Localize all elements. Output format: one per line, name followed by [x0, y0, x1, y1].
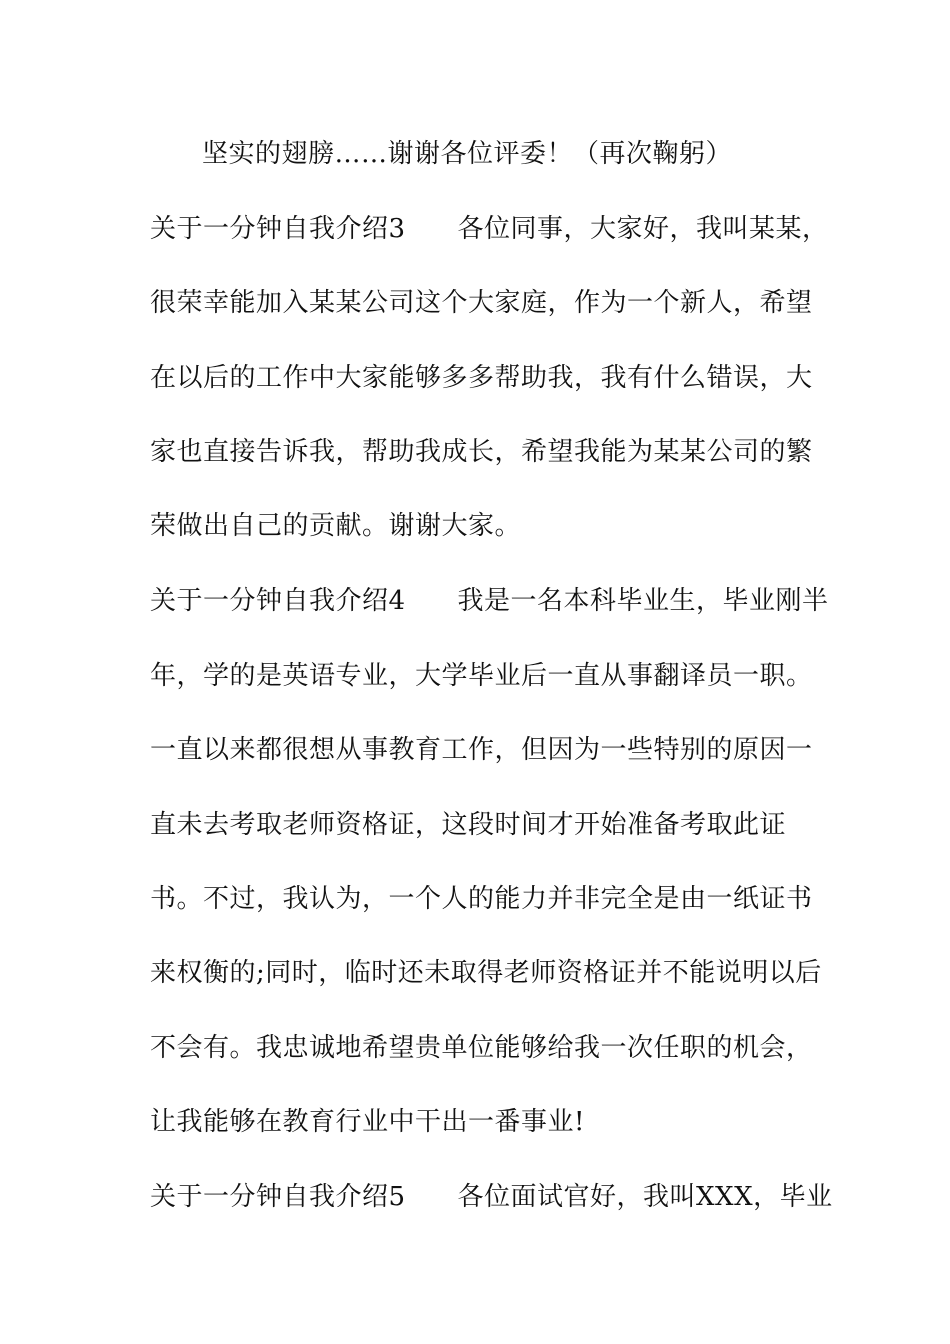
section-line — [150, 212, 829, 246]
section-heading: 关于一分钟自我介绍3 — [150, 214, 406, 244]
text-line: 很荣幸能加入某某公司这个大家庭，作为一个新人，希望 — [150, 288, 813, 318]
section-heading: 关于一分钟自我介绍4 — [150, 586, 406, 616]
text-line: 坚实的翅膀……谢谢各位评委！（再次鞠躬） — [202, 139, 733, 169]
text-line: 让我能够在教育行业中干出一番事业! — [150, 1107, 585, 1137]
text-line: 年，学的是英语专业，大学毕业后一直从事翻译员一职。 — [150, 661, 813, 691]
text-line: 不会有。我忠诚地希望贵单位能够给我一次任职的机会， — [150, 1033, 813, 1063]
section-text: 各位同事，大家好，我叫某某， — [457, 214, 829, 244]
section-line — [150, 1180, 833, 1214]
section-heading: 关于一分钟自我介绍5 — [150, 1182, 406, 1212]
text-line: 书。不过，我认为，一个人的能力并非完全是由一纸证书 — [150, 884, 813, 914]
section-text: 我是一名本科毕业生，毕业刚半 — [457, 586, 829, 616]
text-line: 在以后的工作中大家能够多多帮助我，我有什么错误，大 — [150, 363, 813, 393]
text-line: 直未去考取老师资格证，这段时间才开始准备考取此证 — [150, 810, 787, 840]
text-line: 家也直接告诉我，帮助我成长，希望我能为某某公司的繁 — [150, 437, 813, 467]
section-line — [150, 584, 829, 618]
text-line: 一直以来都很想从事教育工作，但因为一些特别的原因一 — [150, 735, 813, 765]
section-text: 各位面试官好，我叫XXX，毕业 — [457, 1182, 833, 1212]
text-line: 来权衡的;同时，临时还未取得老师资格证并不能说明以后 — [150, 958, 822, 988]
text-line: 荣做出自己的贡献。谢谢大家。 — [150, 511, 522, 541]
